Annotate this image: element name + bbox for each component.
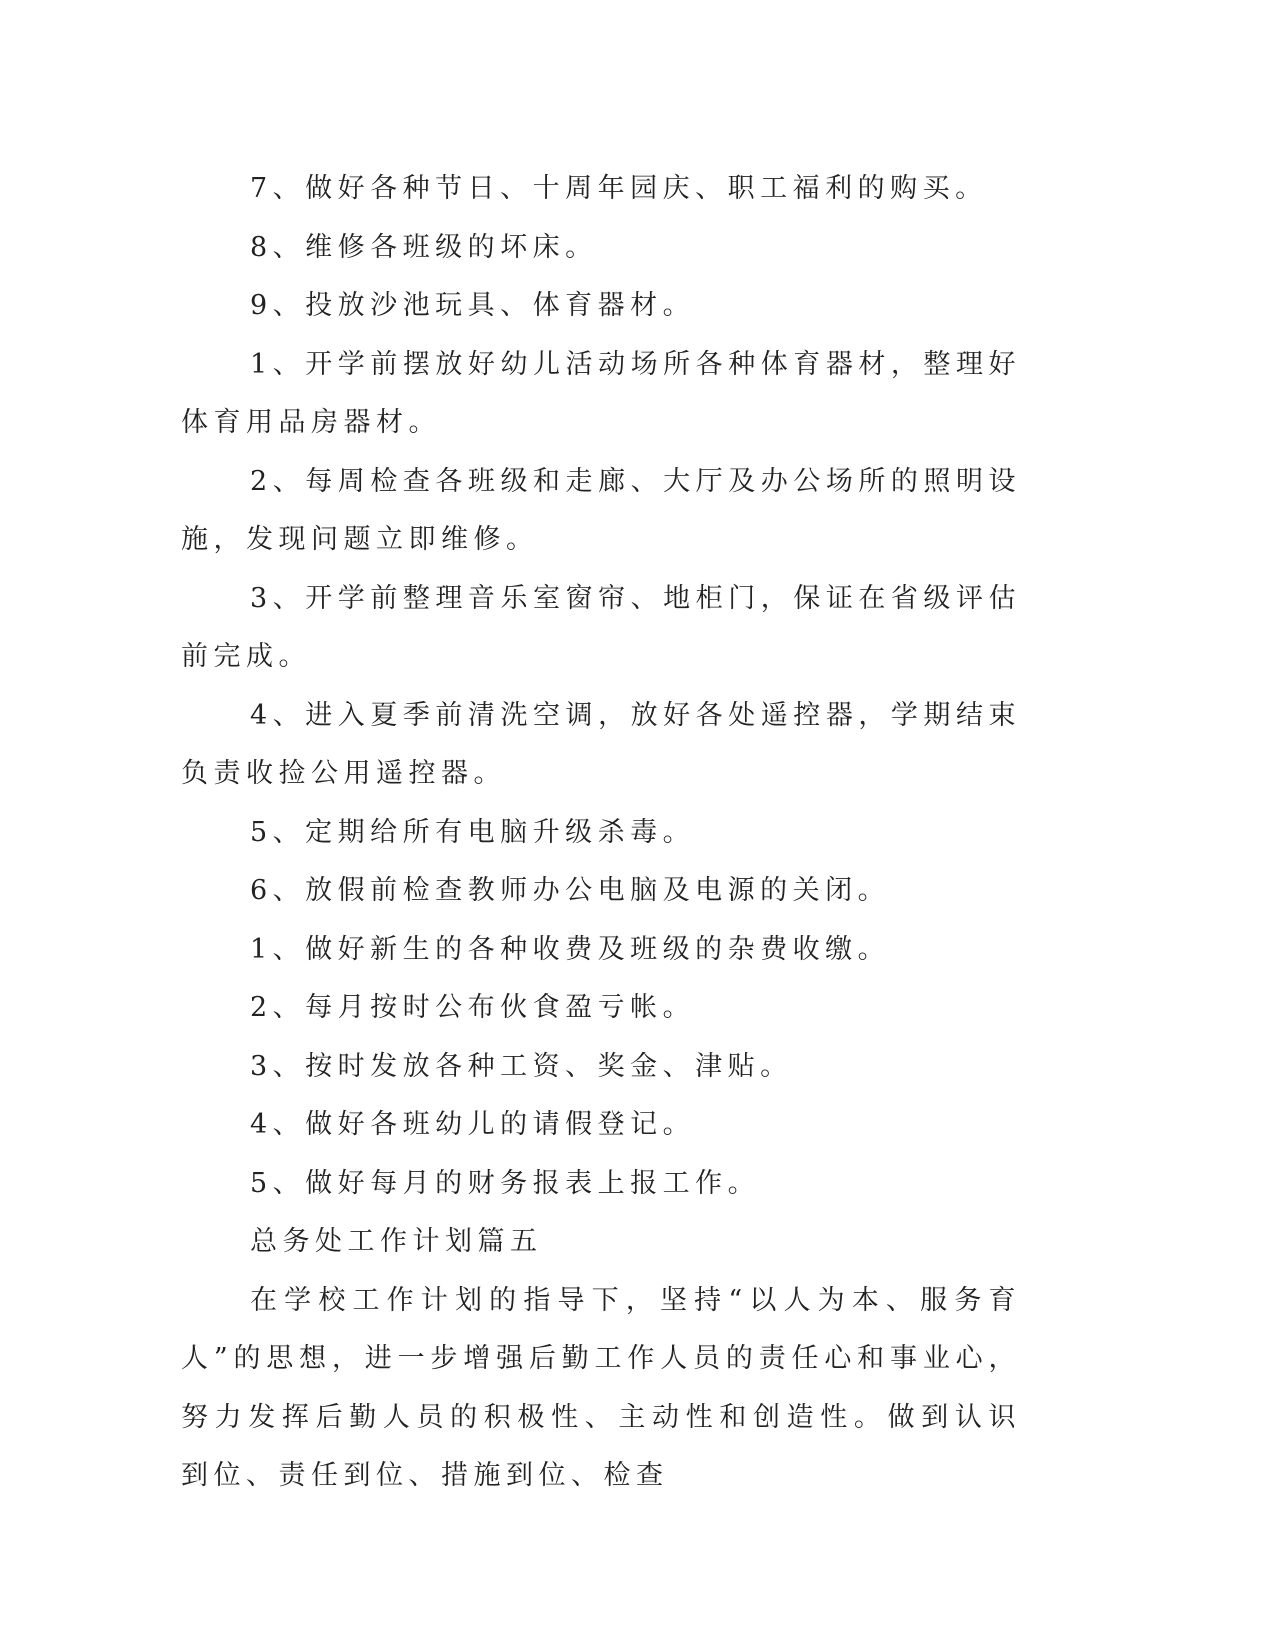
paragraph-item-4-air-conditioners: 4、进入夏季前清洗空调，放好各处遥控器，学期结束负责收捡公用遥控器。 <box>181 699 1021 789</box>
paragraph-item-1-fee-collection: 1、做好新生的各种收费及班级的杂费收缴。 <box>250 933 891 965</box>
paragraph-item-3-music-room: 3、开学前整理音乐室窗帘、地柜门，保证在省级评估前完成。 <box>181 582 1021 672</box>
paragraph-item-7-holiday-purchases: 7、做好各种节日、十周年园庆、职工福利的购买。 <box>250 173 988 204</box>
paragraph-item-5-antivirus: 5、定期给所有电脑升级杀毒。 <box>250 816 696 848</box>
intro-paragraph: 在学校工作计划的指导下，坚持“以人为本、服务育人”的思想，进一步增强后勤工作人员的责任心和事业心，努力发挥后勤人员的积极性、主动性和创造性。做到认识到位、责任到位、措施到位、检查 <box>181 1284 1021 1491</box>
paragraph-item-3-salaries: 3、按时发放各种工资、奖金、津贴。 <box>250 1050 793 1082</box>
paragraph-item-1-sports-equipment: 1、开学前摆放好幼儿活动场所各种体育器材，整理好体育用品房器材。 <box>181 348 1021 438</box>
paragraph-item-4-leave-registration: 4、做好各班幼儿的请假登记。 <box>250 1109 696 1140</box>
paragraph-item-8-repair-beds: 8、维修各班级的坏床。 <box>250 231 598 263</box>
document-body <box>181 160 1021 1506</box>
section-heading: 总务处工作计划篇五 <box>250 1226 543 1257</box>
paragraph-item-5-financial-reports: 5、做好每月的财务报表上报工作。 <box>250 1167 761 1199</box>
paragraph-item-6-power-off: 6、放假前检查教师办公电脑及电源的关闭。 <box>250 875 891 906</box>
paragraph-item-2-lighting-check: 2、每周检查各班级和走廊、大厅及办公场所的照明设施，发现问题立即维修。 <box>181 465 1021 555</box>
paragraph-item-9-sandpit-toys: 9、投放沙池玩具、体育器材。 <box>250 290 696 321</box>
paragraph-item-2-meal-accounts: 2、每月按时公布伙食盈亏帐。 <box>250 992 696 1023</box>
